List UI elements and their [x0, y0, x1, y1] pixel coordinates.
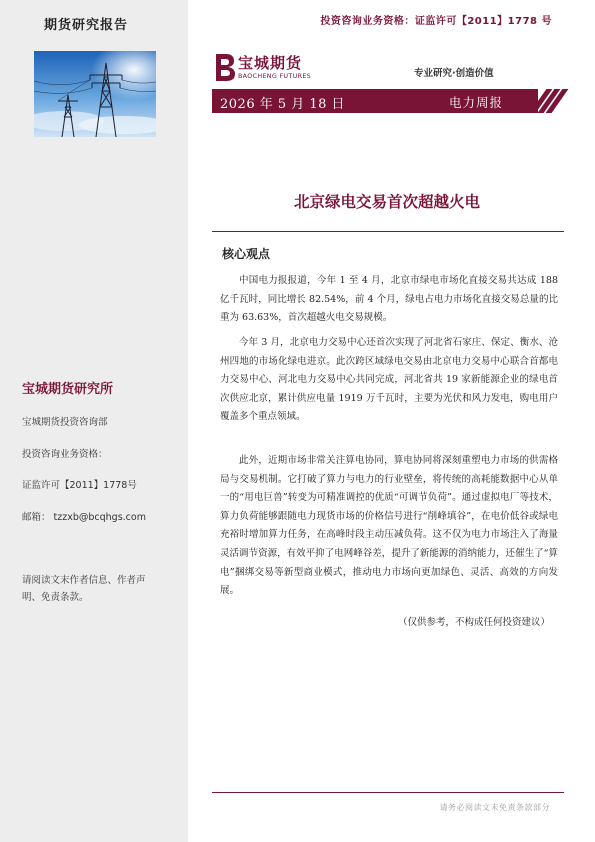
report-type-label: 期货研究报告	[44, 18, 129, 33]
footer-divider	[212, 792, 564, 793]
footer-notice: 请务必阅读文末免责条款部分	[439, 803, 550, 812]
title-divider	[212, 231, 564, 232]
article-title: 北京绿电交易首次超越火电	[293, 193, 480, 211]
logo-mark-icon	[212, 52, 236, 82]
report-kind: 电力周报	[449, 95, 504, 110]
license-number: 证监许可【2011】1778号	[22, 480, 137, 491]
power-tower-image	[34, 51, 156, 137]
sidebar	[0, 0, 188, 842]
email-text[interactable]: 邮箱： tzzxb@bcqhgs.com	[22, 512, 146, 523]
report-date: 2026 年 5 月 18 日	[220, 97, 346, 112]
date-banner	[212, 89, 538, 113]
company-slogan: 专业研究·创造价值	[414, 68, 494, 79]
logo-english-name: BAOCHENG FUTURES	[238, 72, 312, 80]
power-tower-photo	[34, 51, 156, 137]
department-name: 宝城期货投资咨询部	[22, 417, 108, 428]
license-header: 投资咨询业务资格：证监许可【2011】1778 号	[320, 16, 552, 27]
read-notice: 请阅读文末作者信息、作者声明、免责条款。	[22, 575, 146, 603]
section-heading: 核心观点	[222, 247, 271, 261]
paragraph-1: 中国电力报报道，今年 1 至 4 月，北京市绿电市场化直接交易共达成 188 亿千瓦时，同比增长 82.54%，前 4 个月，绿电占电力市场化直接交易总量的比重为 63.63%，首次超越火电交易规模。	[220, 275, 558, 324]
paragraph-3: 此外，近期市场非常关注算电协同，算电协同将深刻重塑电力市场的供需格局与交易机制。它打破了算力与电力的行业壁垒，将传统的高耗能数据中心从单一的“用电巨兽”转变为可精准调控的优质“可调节负荷”。通过虚拟电厂等技术，算力负荷能够跟随电力现货市场的价格信号进行“削峰填谷”，在电价低谷或绿电充裕时增加算力任务，在高峰时段主动压减负荷。这不仅为电力市场注入了海量灵活调节资源，有效平抑了电网峰谷差，提升了新能源的消纳能力，还催生了“算电”捆绑交易等新型商业模式，推动电力市场向更加绿色、灵活、高效的方向发展。	[220, 455, 558, 597]
investment-disclaimer: （仅供参考，不构成任何投资建议）	[397, 617, 550, 628]
license-label: 投资咨询业务资格：	[22, 449, 108, 460]
company-logo	[212, 52, 314, 84]
institute-name: 宝城期货研究所	[22, 382, 114, 397]
logo-chinese-name: 宝城期货	[238, 54, 303, 72]
paragraph-2: 今年 3 月，北京电力交易中心还首次实现了河北省石家庄、保定、衡水、沧州四地的市场化绿电进京。此次跨区域绿电交易由北京电力交易中心联合首都电力交易中心、河北电力交易中心共同完成，河北省共 19 家新能源企业的绿电首次供应北京，累计供应电量 1919 万千瓦时，主要为光伏和风力发电，购电用户覆盖多个重点领域。	[220, 337, 558, 423]
